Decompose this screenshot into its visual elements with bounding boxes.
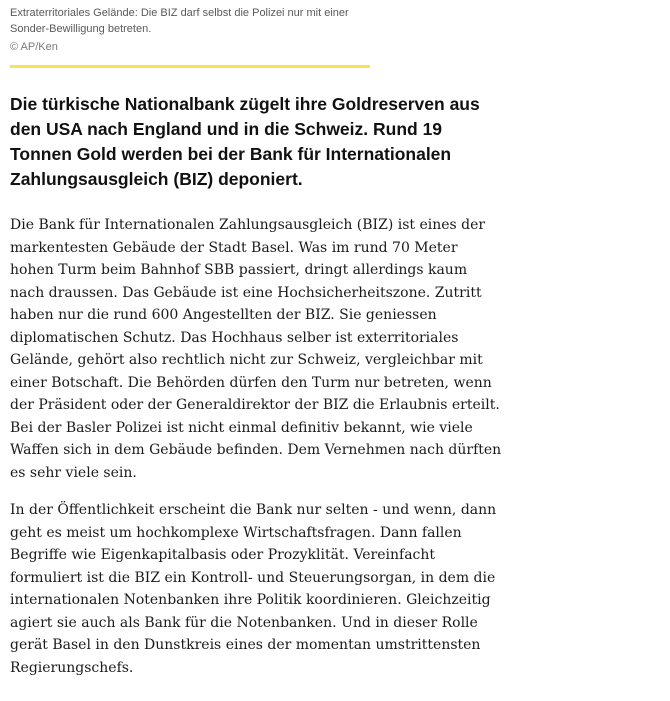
body-paragraph: In der Öffentlichkeit erscheint die Bank nur selten - und wenn, dann geht es meist um hochkomplexe Wirtschaftsfragen. Dann fallen Begriffe wie Eigenkapitalbasis oder Prozyklität. Vereinfacht formuliert ist die BIZ ein Kontroll- und Steuerungsorgan, in dem die internationalen Notenbanken ihre Politik koordinieren. Gleichzeitig agiert sie auch als Bank für die Notenbanken. Und in dieser Rolle gerät Basel in den Dunstkreis eines der momentan umstrittensten Regierungschefs. xyxy=(10,502,497,676)
accent-divider xyxy=(10,65,370,68)
photo-credit: © AP/Ken xyxy=(10,41,58,53)
article-lead: Die türkische Nationalbank zügelt ihre Goldreserven aus den USA nach England und in die Schweiz. Rund 19 Tonnen Gold werden bei der Bank für Internationalen Zahlungsausgleich (BIZ) deponiert. xyxy=(10,94,480,189)
caption-line-2: Sonder-Bewilligung betreten. xyxy=(10,23,152,35)
caption-line-1: Extraterritoriales Gelände: Die BIZ darf selbst die Polizei nur mit einer xyxy=(10,7,349,19)
article xyxy=(10,0,505,694)
image-caption xyxy=(10,5,505,37)
body-paragraph: Die Bank für Internationalen Zahlungsausgleich (BIZ) ist eines der markentesten Gebäude der Stadt Basel. Was im rund 70 Meter hohen Turm beim Bahnhof SBB passiert, dringt allerdings kaum nach draussen. Das Gebäude ist eine Hochsicherheitszone. Zutritt haben nur die rund 600 Angestellten der BIZ. Sie geniessen diplomatischen Schutz. Das Hochhaus selber ist exterritoriales Gelände, gehört also rechtlich nicht zur Schweiz, vergleichbar mit einer Botschaft. Die Behörden dürfen den Turm nur betreten, wenn der Präsident oder der Generaldirektor der BIZ die Erlaubnis erteilt. Bei der Basler Polizei ist nicht einmal definitiv bekannt, wie viele Waffen sich in dem Gebäude befinden. Dem Vernehmen nach dürften es sehr viele sein. xyxy=(10,217,502,481)
